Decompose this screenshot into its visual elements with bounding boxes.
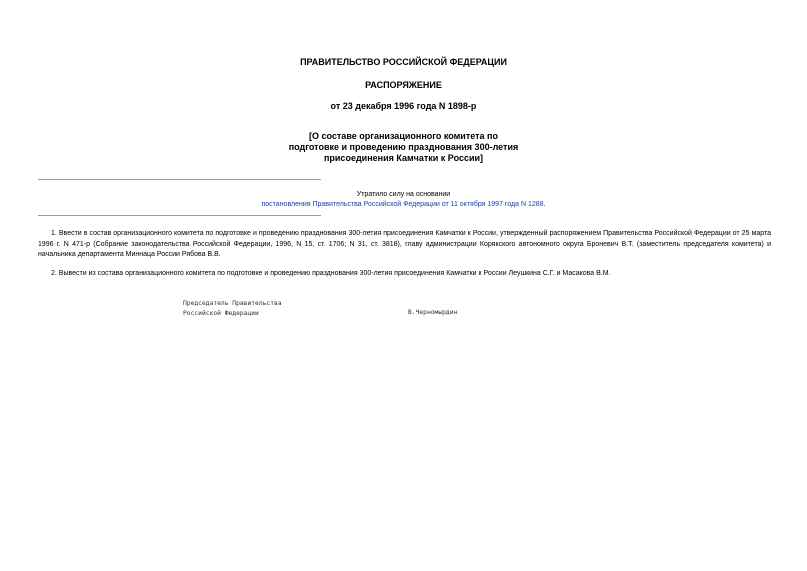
signature-name: В.Черномырдин <box>408 309 458 316</box>
repealing-act-link[interactable]: постановления Правительства Российской Федерации от 11 октября 1997 года N 1288 <box>261 201 544 208</box>
status-note-link-line <box>0 200 807 210</box>
paragraph-2 <box>38 269 771 280</box>
government-heading: ПРАВИТЕЛЬСТВО РОССИЙСКОЙ ФЕДЕРАЦИИ <box>300 57 507 67</box>
signature-position-line-1: Председатель Правительства <box>183 300 282 307</box>
status-note-link-suffix: . <box>543 201 546 208</box>
divider-bottom <box>38 215 321 216</box>
document-date-number: от 23 декабря 1996 года N 1898-р <box>330 101 477 111</box>
document-type-heading: РАСПОРЯЖЕНИЕ <box>365 80 442 90</box>
status-note <box>0 190 807 210</box>
signature-position-line-2: Российской Федерации <box>183 310 259 317</box>
divider-top <box>38 179 321 180</box>
document-title-line-3: присоединения Камчатки к России] <box>323 153 484 163</box>
paragraph-1 <box>38 229 771 261</box>
document-title <box>0 131 807 164</box>
paragraph-2-text: 2. Вывести из состава организационного комитета по подготовке и проведению празднования 300-летия присоединения Камчатки к России Леушкина С.Г. и Масакова В.М. <box>51 270 611 277</box>
paragraph-1-text: 1. Ввести в состав организационного комитета по подготовке и проведению празднования 300-летия присоединения Камчатки к России, утвержденный распоряжением Правительства Российской Федерации от 25 марта 1996 г. N 471-р (Собрание законодательства Российской Федерации, 1996, N 15, ст. 1706; N 31, ст. 3818), главу администрации Корякского автономного округа Броневич В.Т. (заместитель председателя комитета) и начальника департамента Миннаца России Рябова В.В. <box>38 230 771 258</box>
document-title-line-1: [О составе организационного комитета по <box>309 131 498 141</box>
signature-position <box>183 299 282 319</box>
status-note-text: Утратило силу на основании <box>356 191 451 198</box>
document-title-line-2: подготовке и проведению празднования 300-летия <box>288 142 519 152</box>
